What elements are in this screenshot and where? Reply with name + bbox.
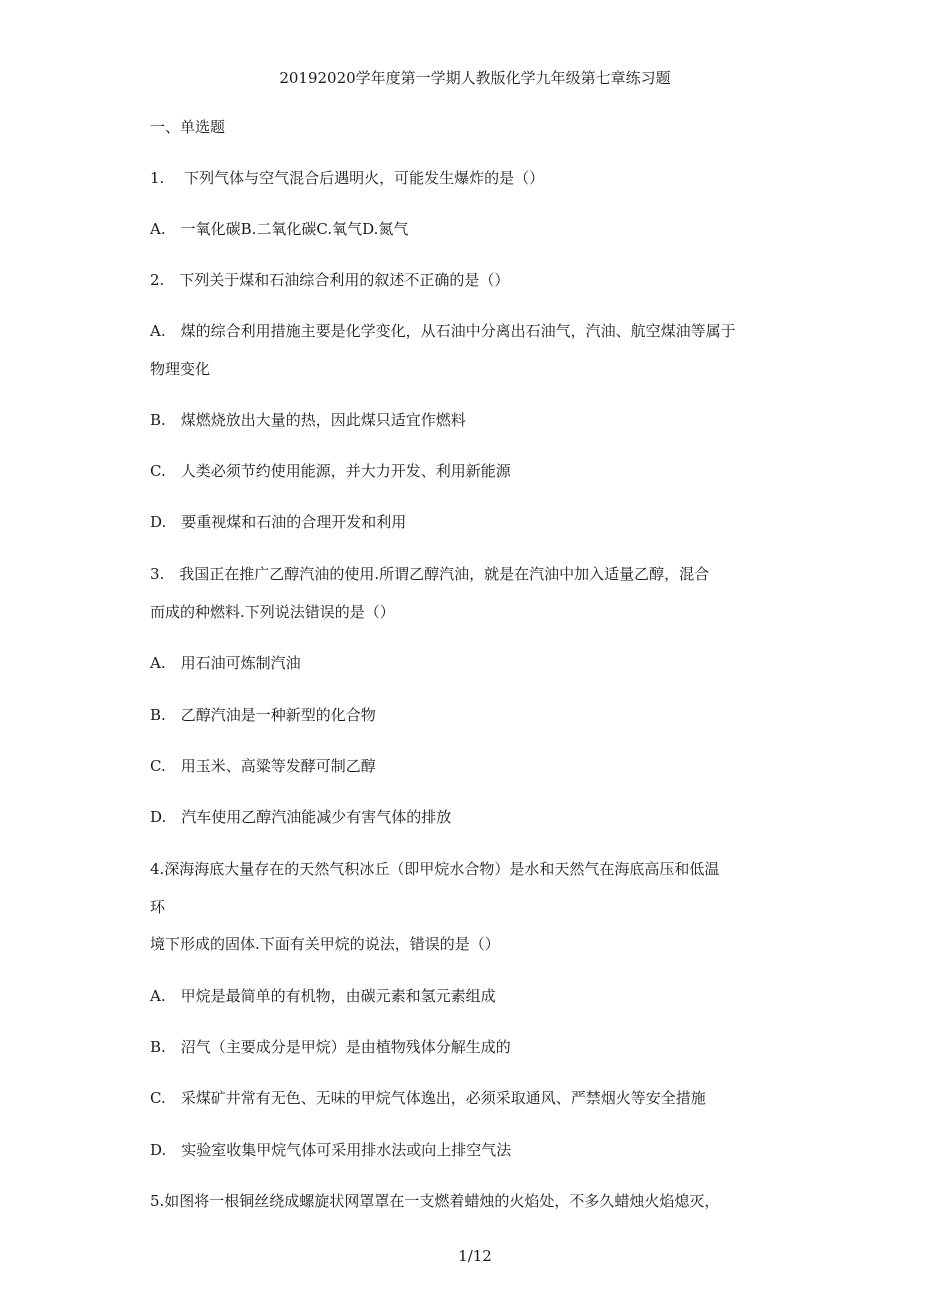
q1-options: A. 一氧化碳B.二氧化碳C.氧气D.氮气 <box>150 220 409 238</box>
page-number: 1/12 <box>458 1247 492 1265</box>
q3-stem: 3. 我国正在推广乙醇汽油的使用.所谓乙醇汽油，就是在汽油中加入适量乙醇，混合 <box>150 565 710 583</box>
q3-option-a: A. 用石油可炼制汽油 <box>150 654 301 672</box>
q3-stem-cont: 而成的种燃料.下列说法错误的是（） <box>150 603 395 621</box>
q4-option-c: C. 采煤矿井常有无色、无味的甲烷气体逸出，必须采取通风、严禁烟火等安全措施 <box>150 1089 706 1107</box>
q2-option-c: C. 人类必须节约使用能源，并大力开发、利用新能源 <box>150 462 511 480</box>
q2-option-d: D. 要重视煤和石油的合理开发和利用 <box>150 513 407 531</box>
q4-stem-cont-1: 环 <box>150 898 166 916</box>
q5-stem: 5.如图将一根铜丝绕成螺旋状网罩罩在一支燃着蜡烛的火焰处，不多久蜡烛火焰熄灭， <box>150 1192 720 1210</box>
q3-option-d: D. 汽车使用乙醇汽油能减少有害气体的排放 <box>150 808 452 826</box>
document-title: 20192020学年度第一学期人教版化学九年级第七章练习题 <box>279 69 671 87</box>
q2-option-a: A. 煤的综合利用措施主要是化学变化，从石油中分离出石油气，汽油、航空煤油等属于 <box>150 322 736 340</box>
q4-stem-cont-2: 境下形成的固体.下面有关甲烷的说法，错误的是（） <box>150 935 500 953</box>
q2-option-a-cont: 物理变化 <box>150 360 211 378</box>
q3-option-b: B. 乙醇汽油是一种新型的化合物 <box>150 706 376 724</box>
q2-option-b: B. 煤燃烧放出大量的热，因此煤只适宜作燃料 <box>150 411 466 429</box>
q4-option-a: A. 甲烷是最简单的有机物，由碳元素和氢元素组成 <box>150 987 496 1005</box>
q4-option-b: B. 沼气（主要成分是甲烷）是由植物残体分解生成的 <box>150 1038 511 1056</box>
q3-option-c: C. 用玉米、高粱等发酵可制乙醇 <box>150 757 376 775</box>
q4-stem: 4.深海海底大量存在的天然气积冰丘（即甲烷水合物）是水和天然气在海底高压和低温 <box>150 860 720 878</box>
q4-option-d: D. 实验室收集甲烷气体可采用排水法或向上排空气法 <box>150 1141 512 1159</box>
q2-stem: 2. 下列关于煤和石油综合利用的叙述不正确的是（） <box>150 271 510 289</box>
q1-stem: 1. 下列气体与空气混合后遇明火，可能发生爆炸的是（） <box>150 169 545 187</box>
section-heading: 一、单选题 <box>150 118 226 136</box>
